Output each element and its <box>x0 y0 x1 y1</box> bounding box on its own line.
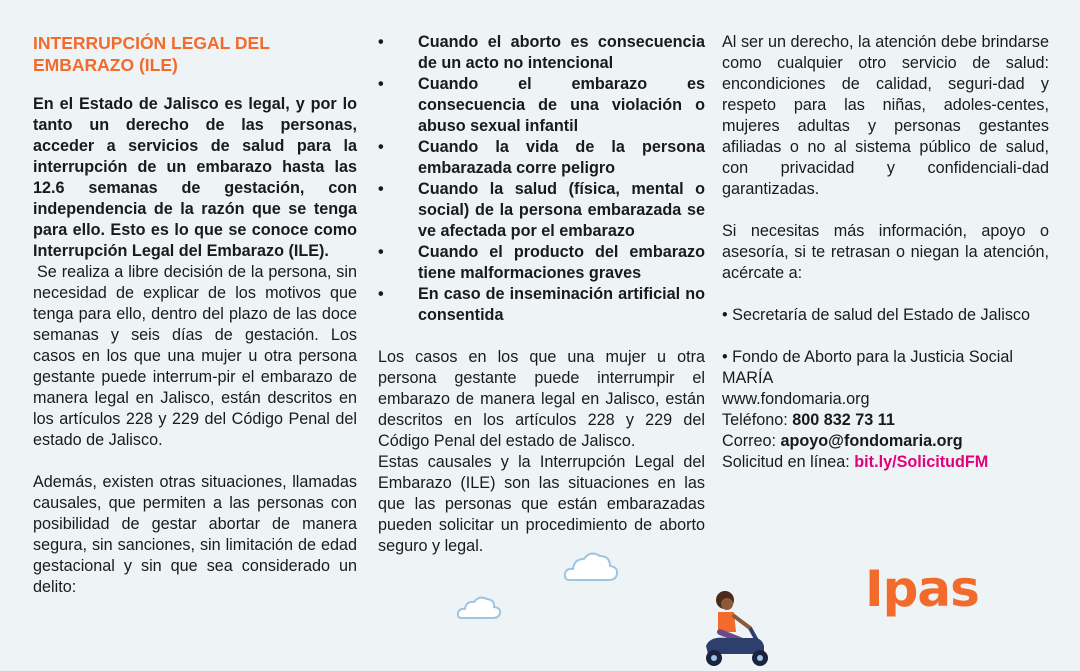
column-2 <box>378 32 705 557</box>
column-3 <box>722 32 1049 473</box>
email-label: Correo: <box>722 432 781 450</box>
causales-list <box>378 32 705 326</box>
paragraph-plazo: Se realiza a libre decisión de la persona, sin necesidad de explicar de los motivos que tenga para ello, dentro del plazo de las doce semanas y seis días de gestación. Los casos en los que una mujer u otra persona gestante puede interrum-pir el embarazo de manera legal en Jalisco, están descritos en los artículos 228 y 229 del Código Penal del estado de Jalisco. <box>33 263 357 449</box>
paragraph-situaciones: Estas causales y la Interrupción Legal del Embarazo (ILE) son las situaciones en las que las personas que están embarazadas pueden solicitar un procedimiento de aborto seguro y legal. <box>378 453 705 555</box>
list-item: • Cuando la salud (física, mental o social) de la persona embarazada se ve afectada por el embarazo <box>378 179 705 242</box>
email-line <box>722 431 1049 452</box>
contact-fondo: • Fondo de Aborto para la Justicia Social <box>722 348 1013 366</box>
online-line <box>722 452 1049 473</box>
list-item: • Cuando el aborto es consecuencia de un acto no intencional <box>378 32 705 74</box>
page-title: INTERRUPCIÓN LEGAL DEL EMBARAZO (ILE) <box>33 33 270 75</box>
paragraph-derecho: Al ser un derecho, la atención debe brindarse como cualquier otro servicio de salud: encondiciones de calidad, seguri-dad y respeto para las niñas, adoles-centes, mujeres adultas y personas gestantes afiliadas o no al sistema público de salud, con privacidad y confidenciali-dad garantizadas. <box>722 33 1049 198</box>
online-label: Solicitud en línea: <box>722 453 855 471</box>
paragraph-causales-intro: Además, existen otras situaciones, llamadas causales, que permiten a las personas con posibilidad de gestar abortar de manera segura, sin sanciones, sin limitación de edad gestacional y sin que sea considerado un delito: <box>33 473 357 596</box>
scooter-rider-icon <box>700 588 782 671</box>
ipas-logo: Ipas <box>865 560 979 618</box>
contact-fondo-name: MARÍA <box>722 369 774 387</box>
online-request-link[interactable]: bit.ly/SolicitudFM <box>854 453 989 471</box>
list-item: • En caso de inseminación artificial no consentida <box>378 284 705 326</box>
cloud-icon <box>562 548 620 586</box>
list-item: • Cuando la vida de la persona embarazada corre peligro <box>378 137 705 179</box>
list-item: • Cuando el producto del embarazo tiene malformaciones graves <box>378 242 705 284</box>
phone-label: Teléfono: <box>722 411 793 429</box>
intro-paragraph: En el Estado de Jalisco es legal, y por lo tanto un derecho de las personas, acceder a servicios de salud para la interrupción de un embarazo hasta las 12.6 semanas de gestación, con independencia de la razón que se tenga para ello. Esto es lo que se conoce como Interrupción Legal del Embarazo (ILE). <box>33 95 357 260</box>
contact-secretaria: • Secretaría de salud del Estado de Jalisco <box>722 306 1031 324</box>
list-item: • Cuando el embarazo es consecuencia de una violación o abuso sexual infantil <box>378 74 705 137</box>
phone-line <box>722 410 1049 431</box>
column-1 <box>33 32 357 598</box>
cloud-icon <box>456 594 502 622</box>
website-link[interactable]: www.fondomaria.org <box>722 390 870 408</box>
email-link[interactable]: apoyo@fondomaria.org <box>780 432 963 450</box>
phone-number[interactable]: 800 832 73 11 <box>792 411 895 429</box>
paragraph-articulos: Los casos en los que una mujer u otra persona gestante puede interrumpir el embarazo de manera legal en Jalisco, están descritos en los artículos 228 y 229 del Código Penal del estado de Jalisco. <box>378 348 705 450</box>
paragraph-informacion: Si necesitas más información, apoyo o asesoría, si te retrasan o niegan la atención, acércate a: <box>722 222 1049 282</box>
